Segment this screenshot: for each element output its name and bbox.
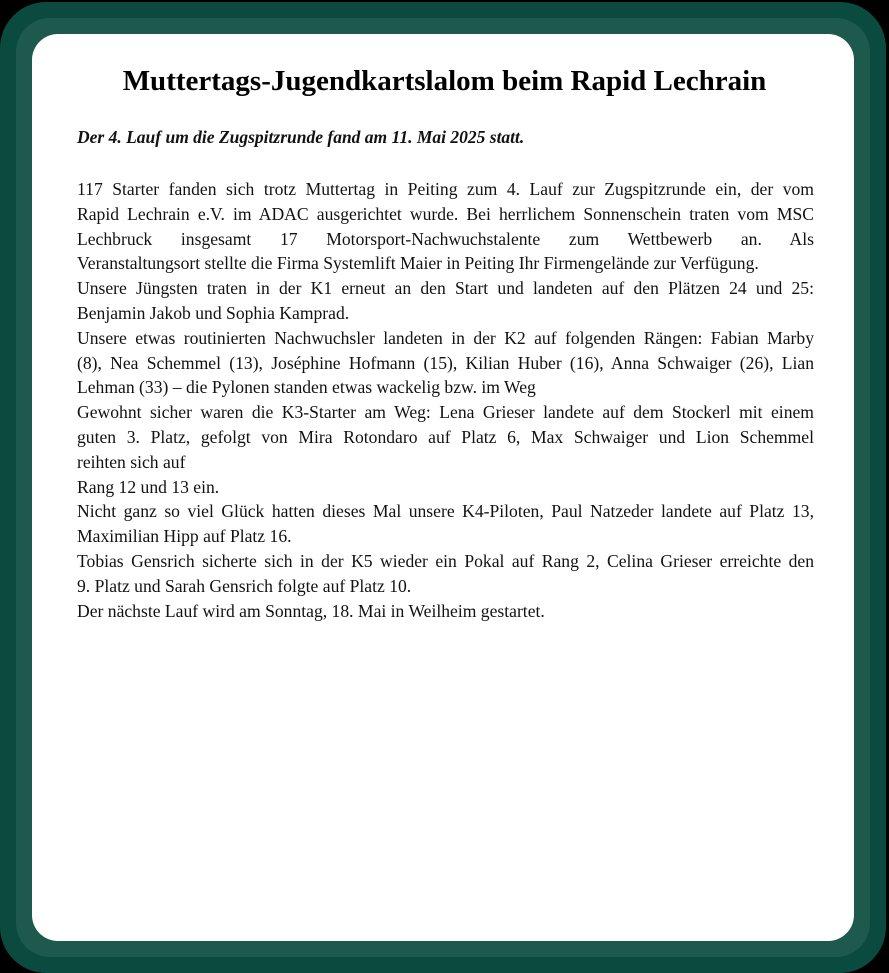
text-line: Veranstaltungsort stellte die Firma Systemlift Maier in Peiting Ihr Firmengelände zur Verfügung. — [77, 253, 759, 274]
text-line: Rapid Lechrain e.V. im ADAC ausgerichtet wurde. Bei herrlichem Sonnenschein traten vom MSC — [77, 203, 814, 224]
text-line: Lechbruck insgesamt 17 Motorsport-Nachwuchstalente zum Wettbewerb an. Als — [77, 228, 814, 249]
text-line: Unsere etwas routinierten Nachwuchsler landeten in der K2 auf folgenden Rängen: Fabian Marby — [77, 327, 814, 348]
text-line: Rang 12 und 13 ein. — [77, 476, 220, 497]
card-frame-outer — [0, 2, 886, 973]
article-title: Muttertags-Jugendkartslalom beim Rapid Lechrain — [122, 65, 767, 97]
text-line: guten 3. Platz, gefolgt von Mira Rotondaro auf Platz 6, Max Schwaiger und Lion Schemmel — [77, 426, 814, 447]
text-line: Maximilian Hipp auf Platz 16. — [77, 526, 292, 547]
text-line: Der nächste Lauf wird am Sonntag, 18. Mai in Weilheim gestartet. — [77, 600, 545, 621]
text-line: 9. Platz und Sarah Gensrich folgte auf Platz 10. — [77, 575, 412, 596]
text-line: Nicht ganz so viel Glück hatten dieses Mal unsere K4-Piloten, Paul Natzeder landete auf Platz 13, — [77, 501, 814, 522]
text-line: 117 Starter fanden sich trotz Muttertag in Peiting zum 4. Lauf zur Zugspitzrunde ein, der vom — [77, 179, 814, 199]
text-line: Tobias Gensrich sicherte sich in der K5 wieder ein Pokal auf Rang 2, Celina Grieser erreichte den — [77, 550, 814, 571]
text-line: reihten sich auf — [77, 451, 186, 472]
article-subtitle: Der 4. Lauf um die Zugspitzrunde fand am 11. Mai 2025 statt. — [77, 127, 525, 147]
text-line: (8), Nea Schemmel (13), Joséphine Hofmann (15), Kilian Huber (16), Anna Schwaiger (26), Lian — [77, 352, 814, 373]
text-line: Unsere Jüngsten traten in der K1 erneut an den Start und landeten auf den Plätzen 24 und 25: — [77, 278, 814, 299]
article-body — [77, 177, 814, 623]
card-frame-inner — [16, 18, 870, 957]
text-line: Gewohnt sicher waren die K3-Starter am Weg: Lena Grieser landete auf dem Stockerl mit einem — [77, 402, 814, 423]
article-card — [32, 34, 854, 941]
text-line: Benjamin Jakob und Sophia Kamprad. — [77, 302, 350, 323]
text-line: Lehman (33) – die Pylonen standen etwas wackelig bzw. im Weg — [77, 377, 536, 398]
